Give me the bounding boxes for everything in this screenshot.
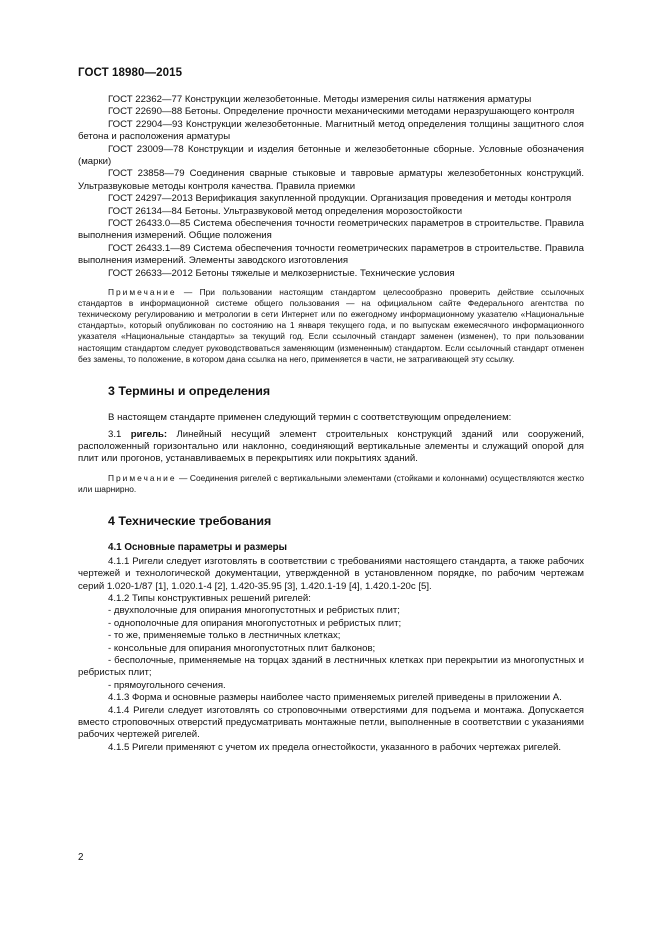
ref-item: ГОСТ 26433.0—85 Система обеспечения точности геометрических параметров в строительстве. Правила выполнения измерений. Общие положения [78, 218, 584, 242]
document-header: ГОСТ 18980—2015 [78, 67, 183, 79]
note-references [78, 287, 584, 365]
ref-item: ГОСТ 26433.1—89 Система обеспечения точности геометрических параметров в строительстве. Правила выполнения измерений. Элементы заводского изготовления [78, 242, 584, 267]
note-term [78, 473, 584, 495]
list-item: - консольные для опирания многопустотных плит балконов; [108, 642, 376, 654]
note-text: — При пользовании настоящим стандартом целесообразно проверить действие ссылочных стандартов в информационной системе общего пользования — на официальном сайте Федерального агентства по техническому регулированию и метрологии в сети Интернет или по ежегодному информационному указателю «Национальные стандарты», который опубликован по состоянию на 1 января текущего года, и по выпускам ежемесячного информационного указателя «Национальные стандарты» за текущий год. Если ссылочный стандарт заменен (изменен), то при пользовании настоящим стандартом следует руководствоваться заменяющим (измененным) стандартом. Если ссылочный стандарт отменен без замены, то положение, в котором дана ссылка на него, применяется в части, не затрагивающей эту ссылку. [78, 287, 584, 364]
clause-4-1-3: 4.1.3 Форма и основные размеры наиболее часто применяемых ригелей приведены в приложении А. [108, 692, 562, 704]
list-item: - однополочные для опирания многопустотных и ребристых плит; [108, 617, 402, 629]
note-label: Примечание [108, 287, 177, 298]
clause-4-1-5: 4.1.5 Ригели применяют с учетом их предела огнестойкости, указанного в рабочих чертежах ригелей. [108, 741, 562, 753]
list-item: - бесполочные, применяемые на торцах зданий в лестничных клетках при перекрытии из многопустных и ребристых плит; [78, 655, 584, 679]
ref-item: ГОСТ 23858—79 Соединения сварные стыковые и тавровые арматуры железобетонных конструкций. Ультразвуковые методы контроля качества. Правила приемки [78, 168, 584, 192]
clause-4-1-4: 4.1.4 Ригели следует изготовлять со строповочными отверстиями для подъема и монтажа. Допускается вместо строповочных отверстий предусматривать монтажные петли, выполненные в соответствии с указаниями рабочих чертежей ригелей. [78, 704, 584, 741]
term-name: ригель: [130, 428, 168, 440]
list-item: - прямоугольного сечения. [108, 679, 226, 691]
note-label: Примечание [108, 472, 177, 483]
section-3-intro: В настоящем стандарте применен следующий термин с соответствующим определением: [108, 412, 512, 424]
section-4-heading: 4 Технические требования [108, 513, 272, 528]
ref-item: ГОСТ 23009—78 Конструкции и изделия бетонные и железобетонные сборные. Условные обозначения (марки) [78, 143, 584, 168]
list-item: - двухполочные для опирания многопустотных и ребристых плит; [108, 605, 400, 617]
page-body [78, 94, 584, 754]
ref-item: ГОСТ 22362—77 Конструкции железобетонные. Методы измерения силы натяжения арматуры [108, 94, 532, 105]
term-text: Линейный несущий элемент строительных конструкций зданий или сооружений, расположенный горизонтально или наклонно, соединяющий вертикальные элементы и служащий опорой для плит или прогонов, устанавливаемых в перекрытиях или покрытиях зданий. [78, 428, 584, 465]
ref-item: ГОСТ 22690—88 Бетоны. Определение прочности механическими методами неразрушающего контроля [108, 106, 575, 118]
clause-4-1-2: 4.1.2 Типы конструктивных решений ригелей: [108, 593, 311, 604]
note-text: — Соединения ригелей с вертикальными элементами (стойками и колоннами) осуществляются жестко или шарнирно. [78, 472, 584, 494]
ref-item: ГОСТ 26134—84 Бетоны. Ультразвуковой метод определения морозостойкости [108, 205, 463, 217]
clause-4-1-1: 4.1.1 Ригели следует изготовлять в соответствии с требованиями настоящего стандарта, а также рабочих чертежей и технологической документации, утвержденной в установленном порядке, по рабочим чертежам серий 1.020-1/87 [1], 1.020.1-4 [2], 1.420-35.95 [3], 1.420.1-19 [4], 1.420.1-20с [5]. [78, 555, 584, 592]
list-item: - то же, применяемые только в лестничных клетках; [108, 630, 341, 642]
ref-item: ГОСТ 24297—2013 Верификация закупленной продукции. Организация проведения и методы контроля [108, 193, 572, 205]
ref-item: ГОСТ 22904—93 Конструкции железобетонные. Магнитный метод определения толщины защитного слоя бетона и расположения арматуры [78, 118, 584, 143]
section-3-heading: 3 Термины и определения [108, 383, 271, 398]
ref-item: ГОСТ 26633—2012 Бетоны тяжелые и мелкозернистые. Технические условия [108, 267, 455, 279]
term-definition [78, 429, 584, 466]
page-number: 2 [78, 852, 84, 863]
subsection-4-1-heading: 4.1 Основные параметры и размеры [108, 542, 287, 554]
term-number: 3.1 [108, 428, 131, 440]
